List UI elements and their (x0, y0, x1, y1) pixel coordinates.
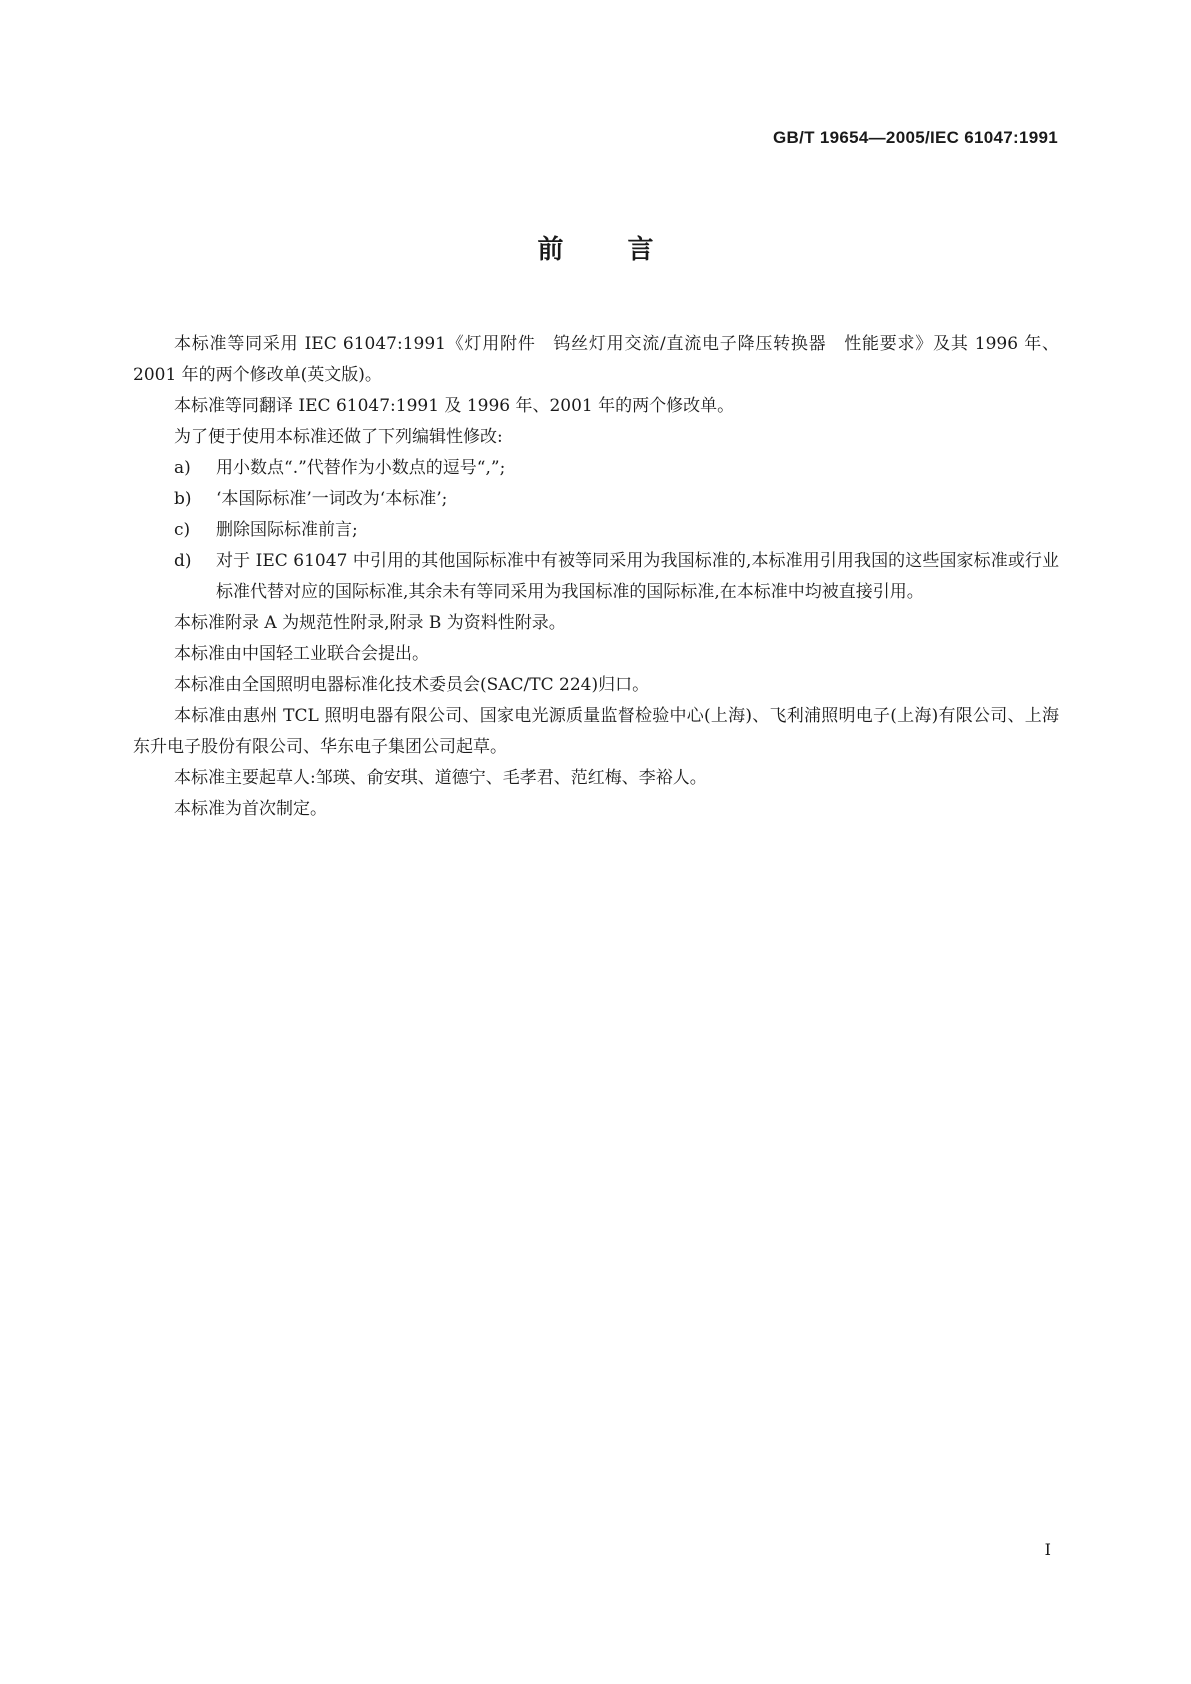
paragraph-proposer: 本标准由中国轻工业联合会提出。 (174, 644, 429, 664)
list-item-text: 用小数点“.”代替作为小数点的逗号“,”; (216, 458, 506, 478)
list-item-text: 对于 IEC 61047 中引用的其他国际标准中有被等同采用为我国标准的,本标准用引用我国的这些国家标准或行业标准代替对应的国际标准,其余未有等同采用为我国标准的国际标准,在本标准中均被直接引用。 (216, 551, 1059, 602)
page-title (0, 229, 1191, 266)
list-marker: a) (174, 458, 191, 478)
paragraph-adoption: 本标准等同采用 IEC 61047:1991《灯用附件 钨丝灯用交流/直流电子降压转换器 性能要求》及其 1996 年、2001 年的两个修改单(英文版)。 (133, 334, 1059, 385)
list-item-d (133, 546, 1059, 608)
list-item-c (133, 515, 1059, 546)
paragraph-edits-intro: 为了便于使用本标准还做了下列编辑性修改: (174, 427, 503, 447)
paragraph-committee: 本标准由全国照明电器标准化技术委员会(SAC/TC 224)归口。 (174, 675, 650, 695)
list-item-text: 删除国际标准前言; (216, 520, 358, 540)
standard-code: GB/T 19654—2005/IEC 61047:1991 (773, 128, 1058, 147)
foreword-body (133, 329, 1059, 825)
list-item-a (133, 453, 1059, 484)
list-item-b (133, 484, 1059, 515)
list-marker: c) (174, 520, 191, 540)
paragraph-translation: 本标准等同翻译 IEC 61047:1991 及 1996 年、2001 年的两个修改单。 (174, 396, 735, 416)
page-number: I (1044, 1540, 1051, 1559)
paragraph-drafters: 本标准主要起草人:邹瑛、俞安琪、道德宁、毛孝君、范红梅、李裕人。 (174, 768, 707, 788)
paragraph-annexes: 本标准附录 A 为规范性附录,附录 B 为资料性附录。 (174, 613, 566, 633)
list-marker: b) (174, 489, 192, 509)
title-char-1: 前 (537, 235, 564, 265)
paragraph-drafting-units: 本标准由惠州 TCL 照明电器有限公司、国家电光源质量监督检验中心(上海)、飞利浦照明电子(上海)有限公司、上海东升电子股份有限公司、华东电子集团公司起草。 (133, 706, 1059, 757)
paragraph-first-edition: 本标准为首次制定。 (174, 799, 327, 819)
list-marker: d) (174, 551, 192, 571)
title-char-2: 言 (627, 235, 654, 265)
list-item-text: ‘本国际标准’一词改为‘本标准’; (216, 489, 448, 509)
